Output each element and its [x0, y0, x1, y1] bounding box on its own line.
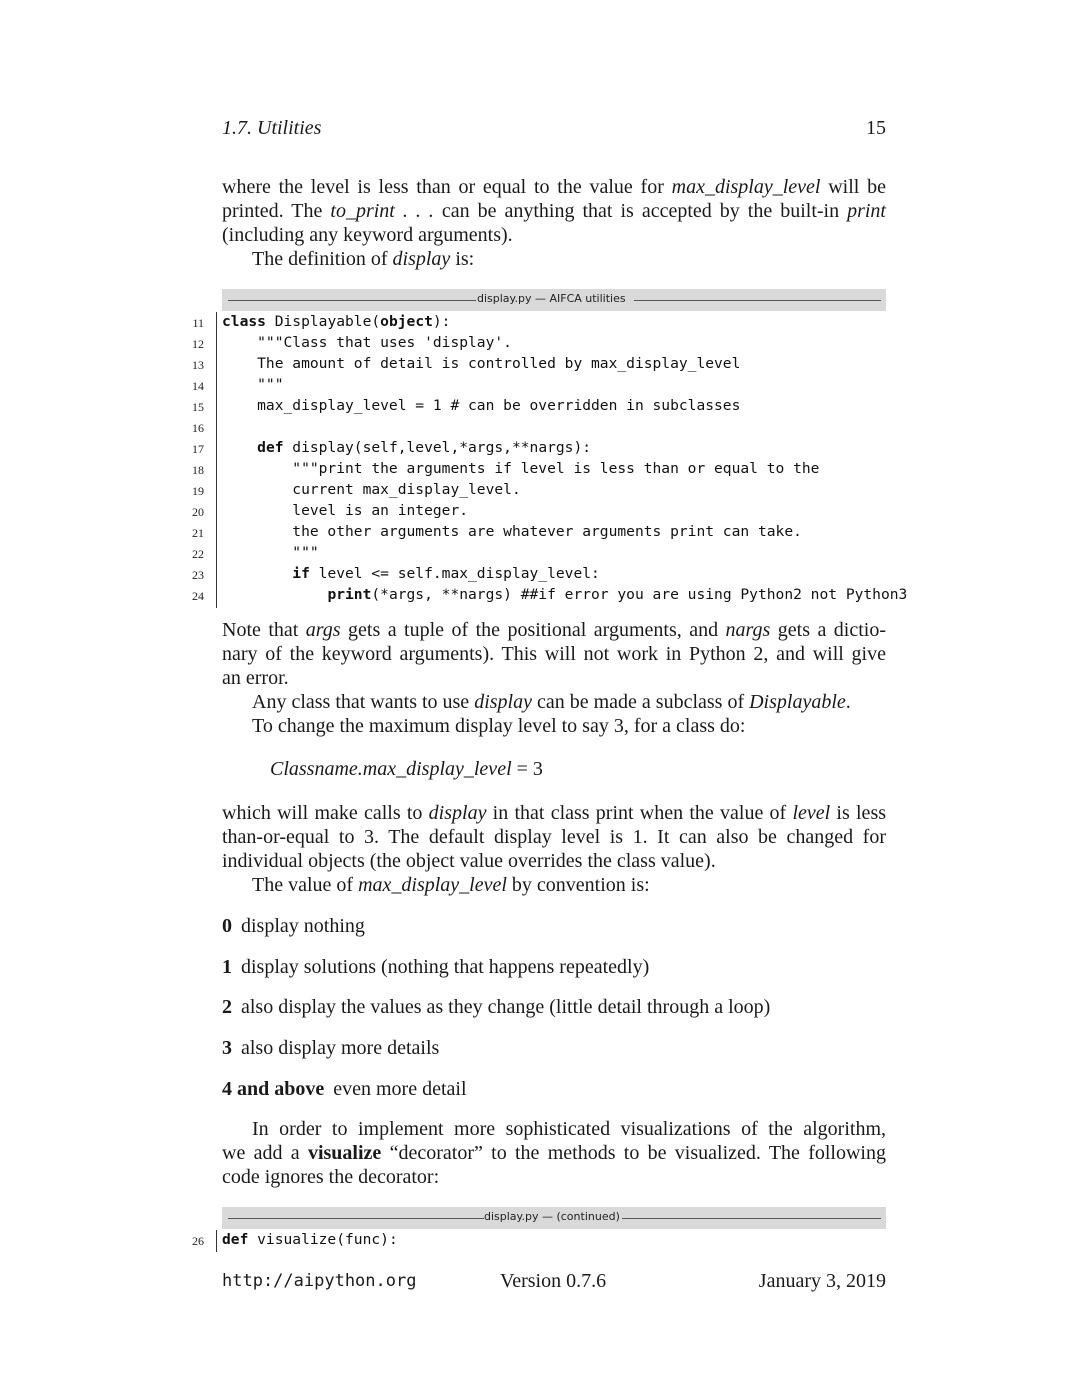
code-gutter-rule	[216, 312, 217, 608]
footer-date: January 3, 2019	[758, 1270, 886, 1292]
text-run: .	[845, 691, 851, 713]
text-run: The value of	[252, 874, 359, 896]
code-gutter-rule	[216, 1230, 217, 1252]
code-run: """print the arguments if level is less than or equal to the	[222, 460, 820, 477]
list-label: 1	[222, 956, 232, 978]
list-text: also display the values as they change (little detail through a loop)	[241, 996, 771, 1018]
code-run: ):	[432, 313, 451, 330]
code-caption: display.py — AIFCA utilities	[477, 292, 626, 305]
text-line	[222, 873, 886, 897]
text-run: in that class print when the value of	[486, 802, 793, 824]
list-text: even more detail	[333, 1078, 467, 1100]
code-identifier: max_display_level	[358, 874, 507, 896]
code-text	[222, 523, 802, 540]
list-item	[222, 995, 770, 1019]
text-run: can be made a subclass of	[531, 691, 750, 713]
line-number: 26	[192, 1234, 204, 1248]
code-keyword: class	[222, 313, 266, 330]
code-keyword: print	[327, 586, 372, 603]
line-number: 15	[192, 400, 204, 414]
line-number: 24	[192, 589, 204, 603]
code-keyword: def	[257, 439, 284, 456]
list-label: 4 and above	[222, 1078, 325, 1100]
code-caption: display.py — (continued)	[484, 1210, 620, 1223]
code-run: visualize(func):	[248, 1231, 398, 1248]
code-text	[222, 460, 819, 477]
list-text: display nothing	[241, 915, 365, 937]
code-keyword: if	[292, 565, 310, 582]
header-rule	[634, 300, 881, 301]
code-identifier: print	[847, 200, 886, 222]
code-listing-header	[222, 1207, 886, 1229]
code-run: """	[222, 544, 319, 561]
code-indent	[222, 439, 257, 456]
line-number: 19	[192, 484, 204, 498]
code-listing-header	[222, 289, 886, 311]
running-head: 1.7. Utilities	[222, 117, 322, 139]
code-text	[222, 565, 600, 582]
text-line: code ignores the decorator:	[222, 1166, 440, 1188]
line-number: 14	[192, 379, 204, 393]
code-indent	[222, 565, 292, 582]
text-run: which will make calls to	[222, 802, 429, 824]
visualize-paragraph	[222, 1117, 886, 1189]
page-number: 15	[866, 117, 886, 139]
bold-term: visualize	[307, 1142, 382, 1164]
code-run: """Class that uses 'display'.	[222, 334, 512, 351]
code-text	[222, 334, 512, 351]
code-identifier: Displayable	[749, 691, 846, 713]
text-run: will be	[820, 176, 886, 198]
code-run: """	[222, 376, 284, 393]
list-item	[222, 1036, 439, 1060]
line-number: 22	[192, 547, 204, 561]
text-run: Any class that wants to use	[252, 691, 475, 713]
text-line	[222, 199, 886, 223]
text-line	[222, 247, 886, 271]
after-equation-paragraph	[222, 801, 886, 897]
code-text	[222, 397, 740, 414]
list-label: 3	[222, 1037, 232, 1059]
line-number: 16	[192, 421, 204, 435]
line-number: 18	[192, 463, 204, 477]
code-identifier: to_print . . .	[330, 200, 434, 222]
line-number: 13	[192, 358, 204, 372]
code-run: (*args, **nargs) ##if error you are using Python2 not Python3	[371, 586, 908, 603]
text-run: by convention is:	[506, 874, 650, 896]
text-run: gets a dictio-	[770, 619, 886, 641]
text-run: we add a	[222, 1142, 308, 1164]
code-identifier: display	[474, 691, 532, 713]
code-text	[222, 586, 907, 603]
code-text	[222, 1231, 398, 1248]
text-line	[222, 801, 886, 825]
line-number: 21	[192, 526, 204, 540]
text-line	[222, 175, 886, 199]
list-label: 0	[222, 915, 232, 937]
footer-version: Version 0.7.6	[500, 1270, 607, 1292]
code-run: The amount of detail is controlled by max_display_level	[222, 355, 741, 372]
equation-lhs: Classname.max_display_level	[270, 758, 512, 780]
text-line: an error.	[222, 667, 289, 689]
code-text	[222, 376, 284, 393]
text-line	[222, 1141, 886, 1165]
line-number: 17	[192, 442, 204, 456]
code-identifier: nargs	[725, 619, 771, 641]
line-number: 20	[192, 505, 204, 519]
list-item	[222, 914, 365, 938]
text-line: nary of the keyword arguments). This will not work in Python 2, and will give	[222, 643, 886, 665]
code-text	[222, 502, 468, 519]
code-identifier: display	[428, 802, 487, 824]
code-identifier: level	[792, 802, 831, 824]
equation-operator: =	[511, 758, 533, 780]
code-text	[222, 544, 319, 561]
text-run: is:	[450, 248, 475, 270]
text-line: To change the maximum display level to say 3, for a class do:	[252, 715, 746, 737]
code-keyword: def	[222, 1231, 249, 1248]
code-identifier: max_display_level	[671, 176, 821, 198]
text-run: where the level is less than or equal to the value for	[222, 176, 672, 198]
code-run: Displayable(	[265, 313, 381, 330]
line-number: 11	[192, 316, 204, 330]
text-line	[222, 690, 886, 714]
code-run: max_display_level = 1 # can be overridden in subclasses	[222, 397, 741, 414]
intro-paragraph	[222, 175, 886, 271]
text-run: is less	[830, 802, 887, 824]
header-rule	[622, 1218, 881, 1219]
text-line: (including any keyword arguments).	[222, 224, 513, 246]
text-line	[222, 618, 886, 642]
text-run: gets a tuple of the positional arguments, and	[340, 619, 726, 641]
code-identifier: display	[392, 248, 451, 270]
list-item	[222, 1077, 467, 1101]
code-run: the other arguments are whatever arguments print can take.	[222, 523, 802, 540]
list-text: display solutions (nothing that happens repeatedly)	[241, 956, 650, 978]
code-run: display(self,level,*args,**nargs):	[283, 439, 592, 456]
code-run: level <= self.max_display_level:	[309, 565, 600, 582]
line-number: 12	[192, 337, 204, 351]
line-number: 23	[192, 568, 204, 582]
code-indent	[222, 586, 327, 603]
text-line: In order to implement more sophisticated visualizations of the algorithm,	[252, 1118, 886, 1140]
note-paragraph	[222, 618, 886, 738]
list-text: also display more details	[241, 1037, 440, 1059]
display-equation	[270, 758, 543, 781]
text-run: Note that	[222, 619, 306, 641]
header-rule	[228, 300, 476, 301]
code-run: level is an integer.	[222, 502, 469, 519]
code-keyword: object	[380, 313, 433, 330]
text-line: than-or-equal to 3. The default display level is 1. It can also be changed for	[222, 826, 886, 848]
code-text	[222, 355, 740, 372]
text-run: can be anything that is accepted by the built-in	[433, 200, 848, 222]
text-run: The definition of	[252, 248, 393, 270]
text-line: individual objects (the object value overrides the class value).	[222, 850, 716, 872]
code-run: current max_display_level.	[222, 481, 521, 498]
equation-rhs: 3	[532, 758, 543, 780]
text-run: printed. The	[222, 200, 331, 222]
code-identifier: args	[305, 619, 341, 641]
header-rule	[228, 1218, 484, 1219]
code-text	[222, 439, 591, 456]
code-text	[222, 313, 450, 330]
footer-url[interactable]: http://aipython.org	[222, 1271, 417, 1291]
list-item	[222, 955, 649, 979]
list-label: 2	[222, 996, 232, 1018]
text-run: “decorator” to the methods to be visualized. The following	[381, 1142, 886, 1164]
code-text	[222, 481, 521, 498]
